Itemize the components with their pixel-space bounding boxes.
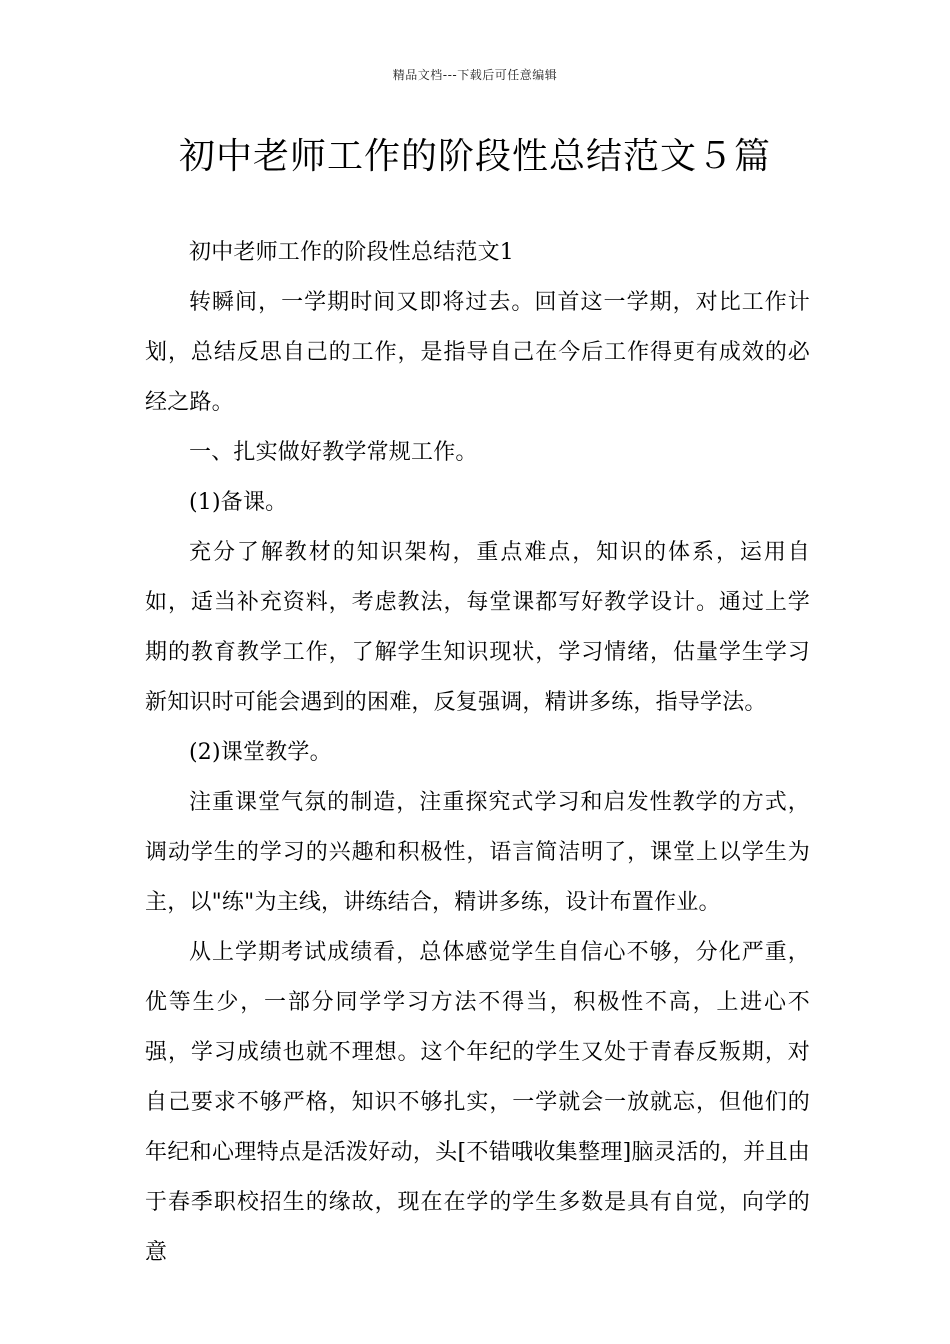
document-title: 初中老师工作的阶段性总结范文５篇 bbox=[178, 136, 771, 177]
paragraph: 注重课堂气氛的制造，注重探究式学习和启发性教学的方式，调动学生的学习的兴趣和积极性，语言简洁明了，课堂上以学生为主，以"练"为主线，讲练结合，精讲多练，设计布置作业。 bbox=[145, 790, 810, 915]
list-item-heading: (1)备课。 bbox=[189, 490, 288, 515]
paragraph: 从上学期考试成绩看，总体感觉学生自信心不够，分化严重，优等生少，一部分同学学习方法不得当，积极性不高，上进心不强，学习成绩也就不理想。这个年纪的学生又处于青春反叛期，对自己要求不够严格，知识不够扎实，一学就会一放就忘，但他们的年纪和心理特点是活泼好动，头[不错哦收集整理]脑灵活的，并且由于春季职校招生的缘故，现在在学的学生多数是具有自觉，向学的意 bbox=[145, 940, 810, 1265]
subsection-heading: 一、扎实做好教学常规工作。 bbox=[189, 440, 478, 465]
document-body bbox=[145, 228, 810, 1278]
list-item-heading: (2)课堂教学。 bbox=[189, 740, 332, 765]
paragraph: 充分了解教材的知识架构，重点难点，知识的体系，运用自如，适当补充资料，考虑教法，每堂课都写好教学设计。通过上学期的教育教学工作，了解学生知识现状，学习情绪，估量学生学习新知识时可能会遇到的困难，反复强调，精讲多练，指导学法。 bbox=[145, 540, 810, 715]
section-heading: 初中老师工作的阶段性总结范文1 bbox=[189, 240, 514, 265]
paragraph: 转瞬间，一学期时间又即将过去。回首这一学期，对比工作计划，总结反思自己的工作，是指导自己在今后工作得更有成效的必经之路。 bbox=[145, 290, 810, 415]
page-header-note: 精品文档---下载后可任意编辑 bbox=[392, 68, 558, 82]
